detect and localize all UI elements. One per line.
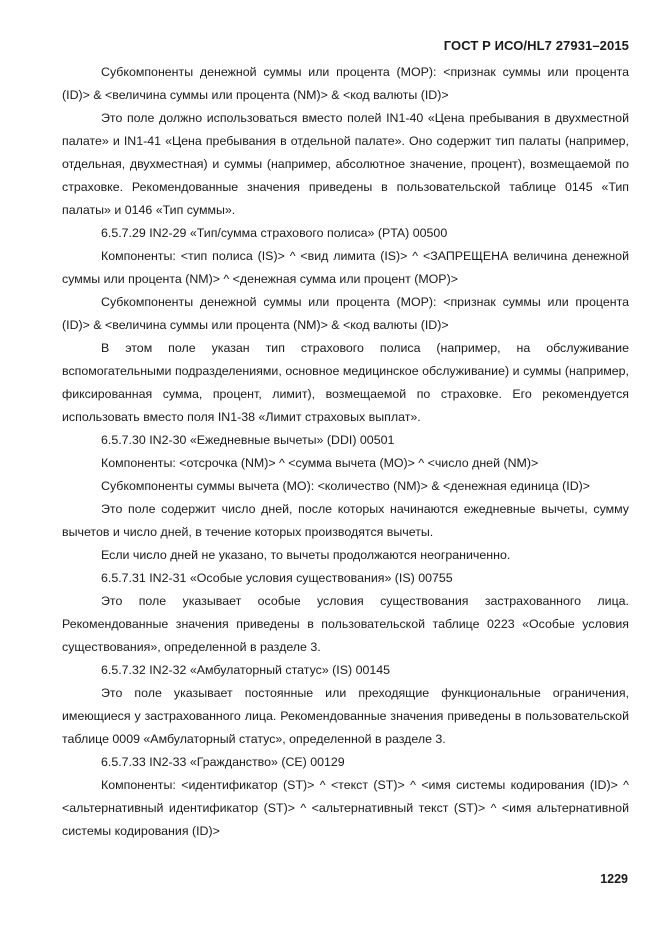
paragraph: Это поле указывает особые условия существования застрахованного лица. Рекомендованные значения приведены в пользовательской таблице 0223 «Особые условия существования», определенной в разделе 3. bbox=[62, 594, 629, 654]
paragraph: Субкомпоненты денежной суммы или процента (МОР): <признак суммы или процента (ID)> & <величина суммы или процента (NM)> & <код валюты (ID)> bbox=[62, 295, 629, 332]
paragraph: Субкомпоненты суммы вычета (MO): <количество (NM)> & <денежная единица (ID)> bbox=[101, 479, 591, 493]
section-heading: 6.5.7.31 IN2-31 «Особые условия существования» (IS) 00755 bbox=[101, 571, 453, 585]
paragraph: Это поле указывает постоянные или преходящие функциональные ограничения, имеющиеся у застрахованного лица. Рекомендованные значения приведены в пользовательской таблице 0009 «Амбулаторный статус», определенной в разделе 3. bbox=[62, 686, 629, 746]
page-number: 1229 bbox=[600, 872, 628, 886]
section-heading: 6.5.7.29 IN2-29 «Тип/сумма страхового полиса» (PTA) 00500 bbox=[101, 226, 448, 240]
section-heading: 6.5.7.30 IN2-30 «Ежедневные вычеты» (DDI) 00501 bbox=[101, 433, 395, 447]
paragraph: В этом поле указан тип страхового полиса (например, на обслуживание вспомогательными подразделениями, основное медицинское обслуживание) и суммы (например, фиксированная сумма, процент, лимит), возмещаемой по страховке. Его рекомендуется использовать вместо поля IN1-38 «Лимит страховых выплат». bbox=[62, 341, 629, 424]
page-body bbox=[62, 61, 629, 843]
section-heading: 6.5.7.33 IN2-33 «Гражданство» (CE) 00129 bbox=[101, 755, 345, 769]
paragraph: Компоненты: <идентификатор (ST)> ^ <текст (ST)> ^ <имя системы кодирования (ID)> ^ <альтернативный идентификатор (ST)> ^ <альтернативный текст (ST)> ^ <имя альтернативной системы кодирования (ID)> bbox=[62, 778, 629, 838]
paragraph: Компоненты: <отсрочка (NM)> ^ <сумма вычета (MO)> ^ <число дней (NM)> bbox=[101, 456, 539, 470]
paragraph: Это поле содержит число дней, после которых начинаются ежедневные вычеты, сумму вычетов и число дней, в течение которых производятся вычеты. bbox=[62, 502, 629, 539]
paragraph: Компоненты: <тип полиса (IS)> ^ <вид лимита (IS)> ^ <ЗАПРЕЩЕНА величина денежной суммы или процента (NM)> ^ <денежная сумма или процент (МОР)> bbox=[62, 249, 629, 286]
paragraph: Если число дней не указано, то вычеты продолжаются неограниченно. bbox=[101, 548, 511, 562]
paragraph: Это поле должно использоваться вместо полей IN1-40 «Цена пребывания в двухместной палате» и IN1-41 «Цена пребывания в отдельной палате». Оно содержит тип палаты (например, отдельная, двухместная) и суммы (например, абсолютное значение, процент), возмещаемой по страховке. Рекомендованные значения приведены в пользовательской таблице 0145 «Тип палаты» и 0146 «Тип суммы». bbox=[62, 111, 629, 217]
standard-header: ГОСТ Р ИСО/HL7 27931–2015 bbox=[443, 38, 629, 53]
section-heading: 6.5.7.32 IN2-32 «Амбулаторный статус» (IS) 00145 bbox=[101, 663, 391, 677]
paragraph: Субкомпоненты денежной суммы или процента (МОР): <признак суммы или процента (ID)> & <величина суммы или процента (NM)> & <код валюты (ID)> bbox=[62, 65, 629, 102]
